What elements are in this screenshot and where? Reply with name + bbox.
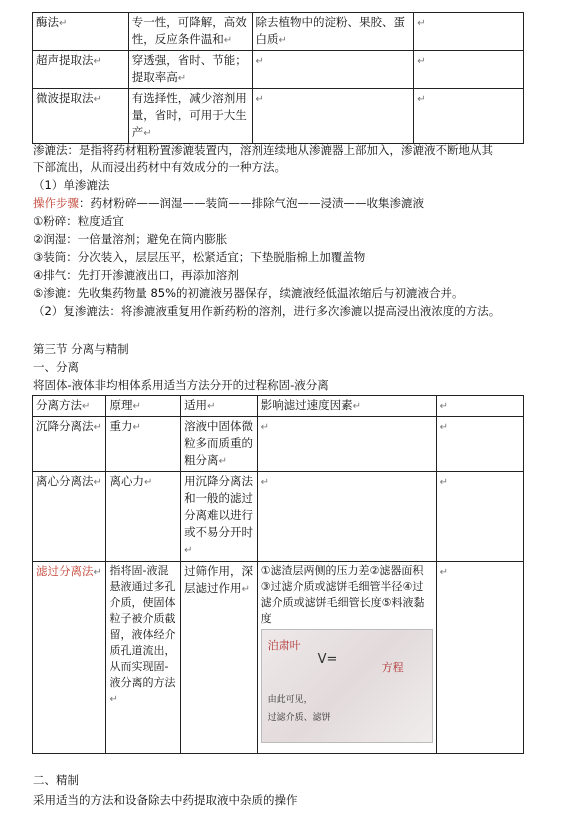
photo-print: 由此可见， bbox=[267, 695, 313, 705]
table-row bbox=[33, 13, 524, 51]
feature-cell: 穿透强，省时、节能；提取率高↵ bbox=[128, 51, 252, 89]
step-item: ⑤渗漉：先收集药物量 85%的初漉液另器保存，续漉液经低温浓缩后与初漉液合并。 bbox=[33, 286, 464, 300]
header-principle: 原理↵ bbox=[106, 396, 181, 417]
principle-cell: 重力↵ bbox=[106, 417, 181, 472]
step-item: ③装筒：分次装入，层层压平，松紧适宜；下垫脱脂棉上加覆盖物 bbox=[33, 250, 366, 264]
photo-handwriting: 方程 bbox=[381, 661, 404, 674]
apply-cell: 除去植物中的淀粉、果胶、蛋白质↵ bbox=[252, 13, 414, 51]
single-percolation-title: （1）单渗漉法 bbox=[33, 178, 110, 192]
table-row bbox=[33, 417, 524, 472]
percolation-definition-line1: 渗漉法：是指将药材粗粉置渗漉装置内，溶剂连续地从渗漉器上部加入，渗漉液不断地从其 bbox=[33, 143, 493, 157]
repeat-percolation-line: （2）复渗漉法：将渗漉液重复用作新药粉的溶剂，进行多次渗漉以提高浸出液浓度的方法。 bbox=[33, 304, 501, 318]
table-row bbox=[33, 89, 524, 144]
handwritten-notes-photo bbox=[261, 629, 433, 743]
factor-cell: ↵ bbox=[257, 472, 436, 562]
factor-cell: ↵ bbox=[257, 417, 436, 472]
steps-label: 操作步骤 bbox=[33, 196, 79, 210]
percolation-definition-line2: 下部流出，从而浸出药材中有效成分的一种方法。 bbox=[33, 160, 286, 174]
step-item: ④排气：先打开渗漉液出口，再添加溶剂 bbox=[33, 268, 239, 282]
step-item: ①粉碎：粒度适宜 bbox=[33, 214, 124, 228]
apply-cell: 过筛作用，深层滤过作用↵ bbox=[181, 562, 258, 754]
method-cell: 微波提取法↵ bbox=[33, 89, 129, 144]
subsection-title: 一、分离 bbox=[33, 360, 79, 374]
factor-cell bbox=[257, 562, 436, 754]
extra-cell: ↵ bbox=[436, 472, 523, 562]
apply-cell: 溶液中固体微粒多而质重的粗分离↵ bbox=[181, 417, 258, 472]
header-factor: 影响滤过速度因素↵ bbox=[257, 396, 436, 417]
method-cell: 滤过分离法↵ bbox=[33, 562, 106, 754]
method-cell: 沉降分离法↵ bbox=[33, 417, 106, 472]
photo-handwriting: 泊肃叶 bbox=[267, 639, 301, 652]
feature-cell: 有选择性，减少溶剂用量，省时，可用于大生产↵ bbox=[128, 89, 252, 144]
table-row bbox=[33, 472, 524, 562]
header-apply: 适用↵ bbox=[181, 396, 258, 417]
apply-cell: ↵ bbox=[252, 51, 414, 89]
factor-text: ①滤渣层两侧的压力差②滤器面积③过滤介质或滤饼毛细管半径④过滤介质或滤饼毛细管长度⑤料液黏度 bbox=[260, 564, 425, 625]
principle-cell: 指将固-液混悬液通过多孔介质，使固体粒子被介质截留，液体经介质孔道流出，从而实现固-液分离的方法↵ bbox=[106, 562, 181, 754]
table-row bbox=[33, 562, 524, 754]
photo-print: 过滤介质、滤饼 bbox=[267, 713, 331, 723]
extra-cell: ↵ bbox=[414, 89, 524, 144]
feature-cell: 专一性，可降解，高效性，反应条件温和↵ bbox=[128, 13, 252, 51]
apply-cell: ↵ bbox=[252, 89, 414, 144]
method-cell: 酶法↵ bbox=[33, 13, 129, 51]
extra-cell: ↵ bbox=[414, 51, 524, 89]
header-extra: ↵ bbox=[436, 396, 523, 417]
method-cell: 超声提取法↵ bbox=[33, 51, 129, 89]
step-item: ②润湿：一倍量溶剂；避免在筒内膨胀 bbox=[33, 232, 228, 246]
refine-text: 采用适当的方法和设备除去中药提取液中杂质的操作 bbox=[33, 793, 298, 807]
separation-intro: 将固体-液体非均相体系用适当方法分开的过程称固-液分离 bbox=[33, 378, 329, 392]
extra-cell: ↵ bbox=[414, 13, 524, 51]
table-row bbox=[33, 51, 524, 89]
extra-cell: ↵ bbox=[436, 562, 523, 754]
method-cell: 离心分离法↵ bbox=[33, 472, 106, 562]
subsection-title: 二、精制 bbox=[33, 773, 79, 787]
steps-text: ：药材粉碎——润湿——装筒——排除气泡——浸渍——收集渗漉液 bbox=[79, 196, 424, 210]
operation-steps-line bbox=[33, 195, 424, 212]
apply-cell: 用沉降分离法和一般的滤过分离难以进行或不易分开时↵ bbox=[181, 472, 258, 562]
section-title: 第三节 分离与精制 bbox=[33, 342, 129, 356]
header-method: 分离方法↵ bbox=[33, 396, 106, 417]
extraction-methods-table bbox=[32, 12, 524, 144]
table-header-row bbox=[33, 396, 524, 417]
photo-formula: V= bbox=[317, 652, 338, 667]
principle-cell: 离心力↵ bbox=[106, 472, 181, 562]
extra-cell: ↵ bbox=[436, 417, 523, 472]
separation-methods-table bbox=[32, 395, 524, 754]
